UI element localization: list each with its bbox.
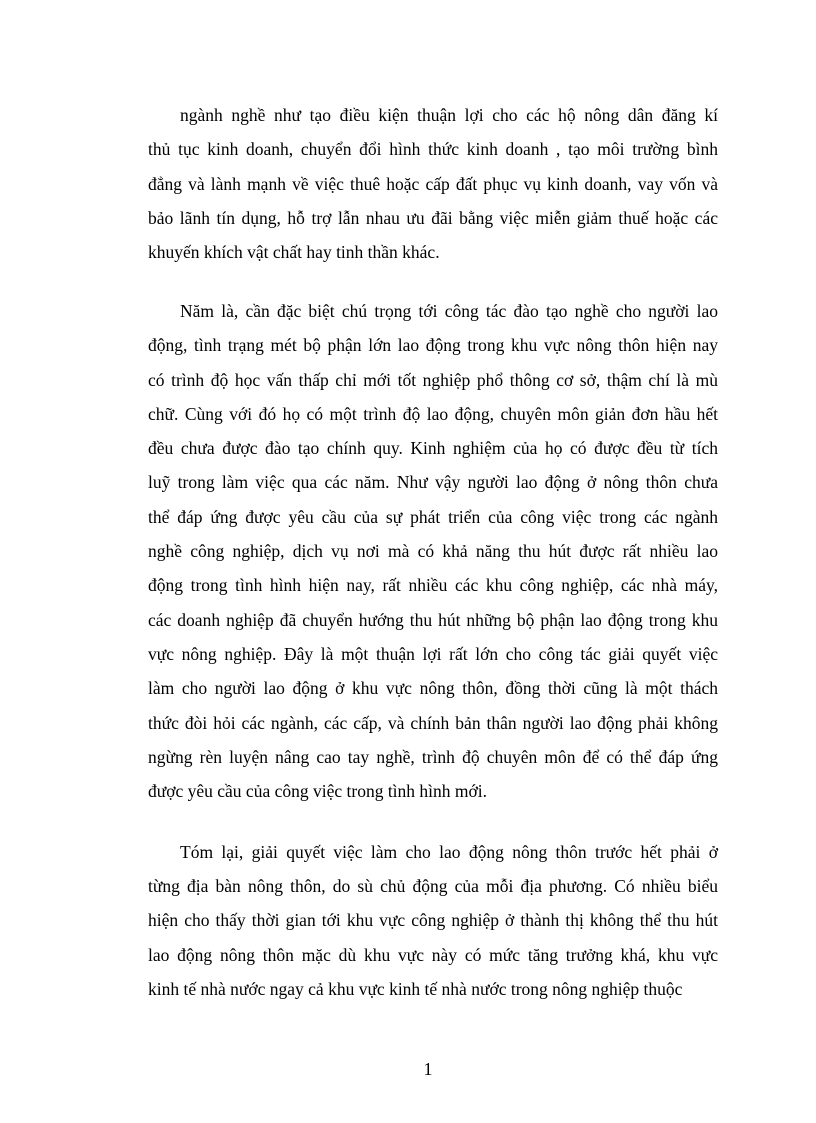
text-line: từng địa bàn nông thôn, do sù chủ động của mỗi địa phương. Có nhiều biểu [148,876,718,896]
text-line: động trong tình hình hiện nay, rất nhiều các khu công nghiệp, các nhà máy, [148,575,718,595]
text-line: có trình độ học vấn thấp chỉ mới tốt nghiệp phổ thông cơ sở, thậm chí là mù [148,370,718,390]
text-line: ngừng rèn luyện nâng cao tay nghề, trình độ chuyên môn để có thể đáp ứng [148,747,718,767]
text-line: đều chưa được đào tạo chính quy. Kinh nghiệm của họ có được đều từ tích [148,438,718,458]
text-line: thủ tục kinh doanh, chuyển đổi hình thức kinh doanh , tạo môi trường bình [148,139,718,159]
text-line: ngành nghề như tạo điều kiện thuận lợi cho các hộ nông dân đăng kí [180,105,718,125]
text-line: Năm là, cần đặc biệt chú trọng tới công tác đào tạo nghề cho người lao [180,301,718,321]
text-line: được yêu cầu của công việc trong tình hình mới. [148,781,488,801]
text-line: hiện cho thấy thời gian tới khu vực công nghiệp ở thành thị không thể thu hút [148,910,718,930]
text-line: Tóm lại, giải quyết việc làm cho lao động nông thôn trước hết phải ở [180,842,718,862]
text-line: thể đáp ứng được yêu cầu của sự phát triển của công việc trong các ngành [148,507,718,527]
text-line: luỹ trong làm việc qua các năm. Như vậy người lao động ở nông thôn chưa [148,472,718,492]
text-line: bảo lãnh tín dụng, hỗ trợ lẫn nhau ưu đãi bằng việc miễn giảm thuế hoặc các [148,208,718,228]
text-line: chữ. Cùng với đó họ có một trình độ lao động, chuyên môn giản đơn hầu hết [148,404,718,424]
text-line: thức đòi hỏi các ngành, các cấp, và chính bản thân người lao động phải không [148,713,718,733]
page-number: 1 [423,1059,433,1079]
text-line: lao động nông thôn mặc dù khu vực này có mức tăng trưởng khá, khu vực [148,945,718,965]
text-line: đẳng và lành mạnh về việc thuê hoặc cấp đất phục vụ kinh doanh, vay vốn và [148,174,718,194]
text-line: các doanh nghiệp đã chuyển hướng thu hút những bộ phận lao động trong khu [148,610,718,630]
text-line: khuyến khích vật chất hay tinh thần khác. [148,242,440,262]
text-line: nghề công nghiệp, dịch vụ nơi mà có khả năng thu hút được rất nhiều lao [148,541,718,561]
text-line: làm cho người lao động ở khu vực nông thôn, đồng thời cũng là một thách [148,678,718,698]
text-line: kinh tế nhà nước ngay cả khu vực kinh tế nhà nước trong nông nghiệp thuộc [148,979,683,999]
text-line: vực nông nghiệp. Đây là một thuận lợi rất lớn cho công tác giải quyết việc [148,644,718,664]
text-line: động, tình trạng mét bộ phận lớn lao động trong khu vực nông thôn hiện nay [148,335,718,355]
